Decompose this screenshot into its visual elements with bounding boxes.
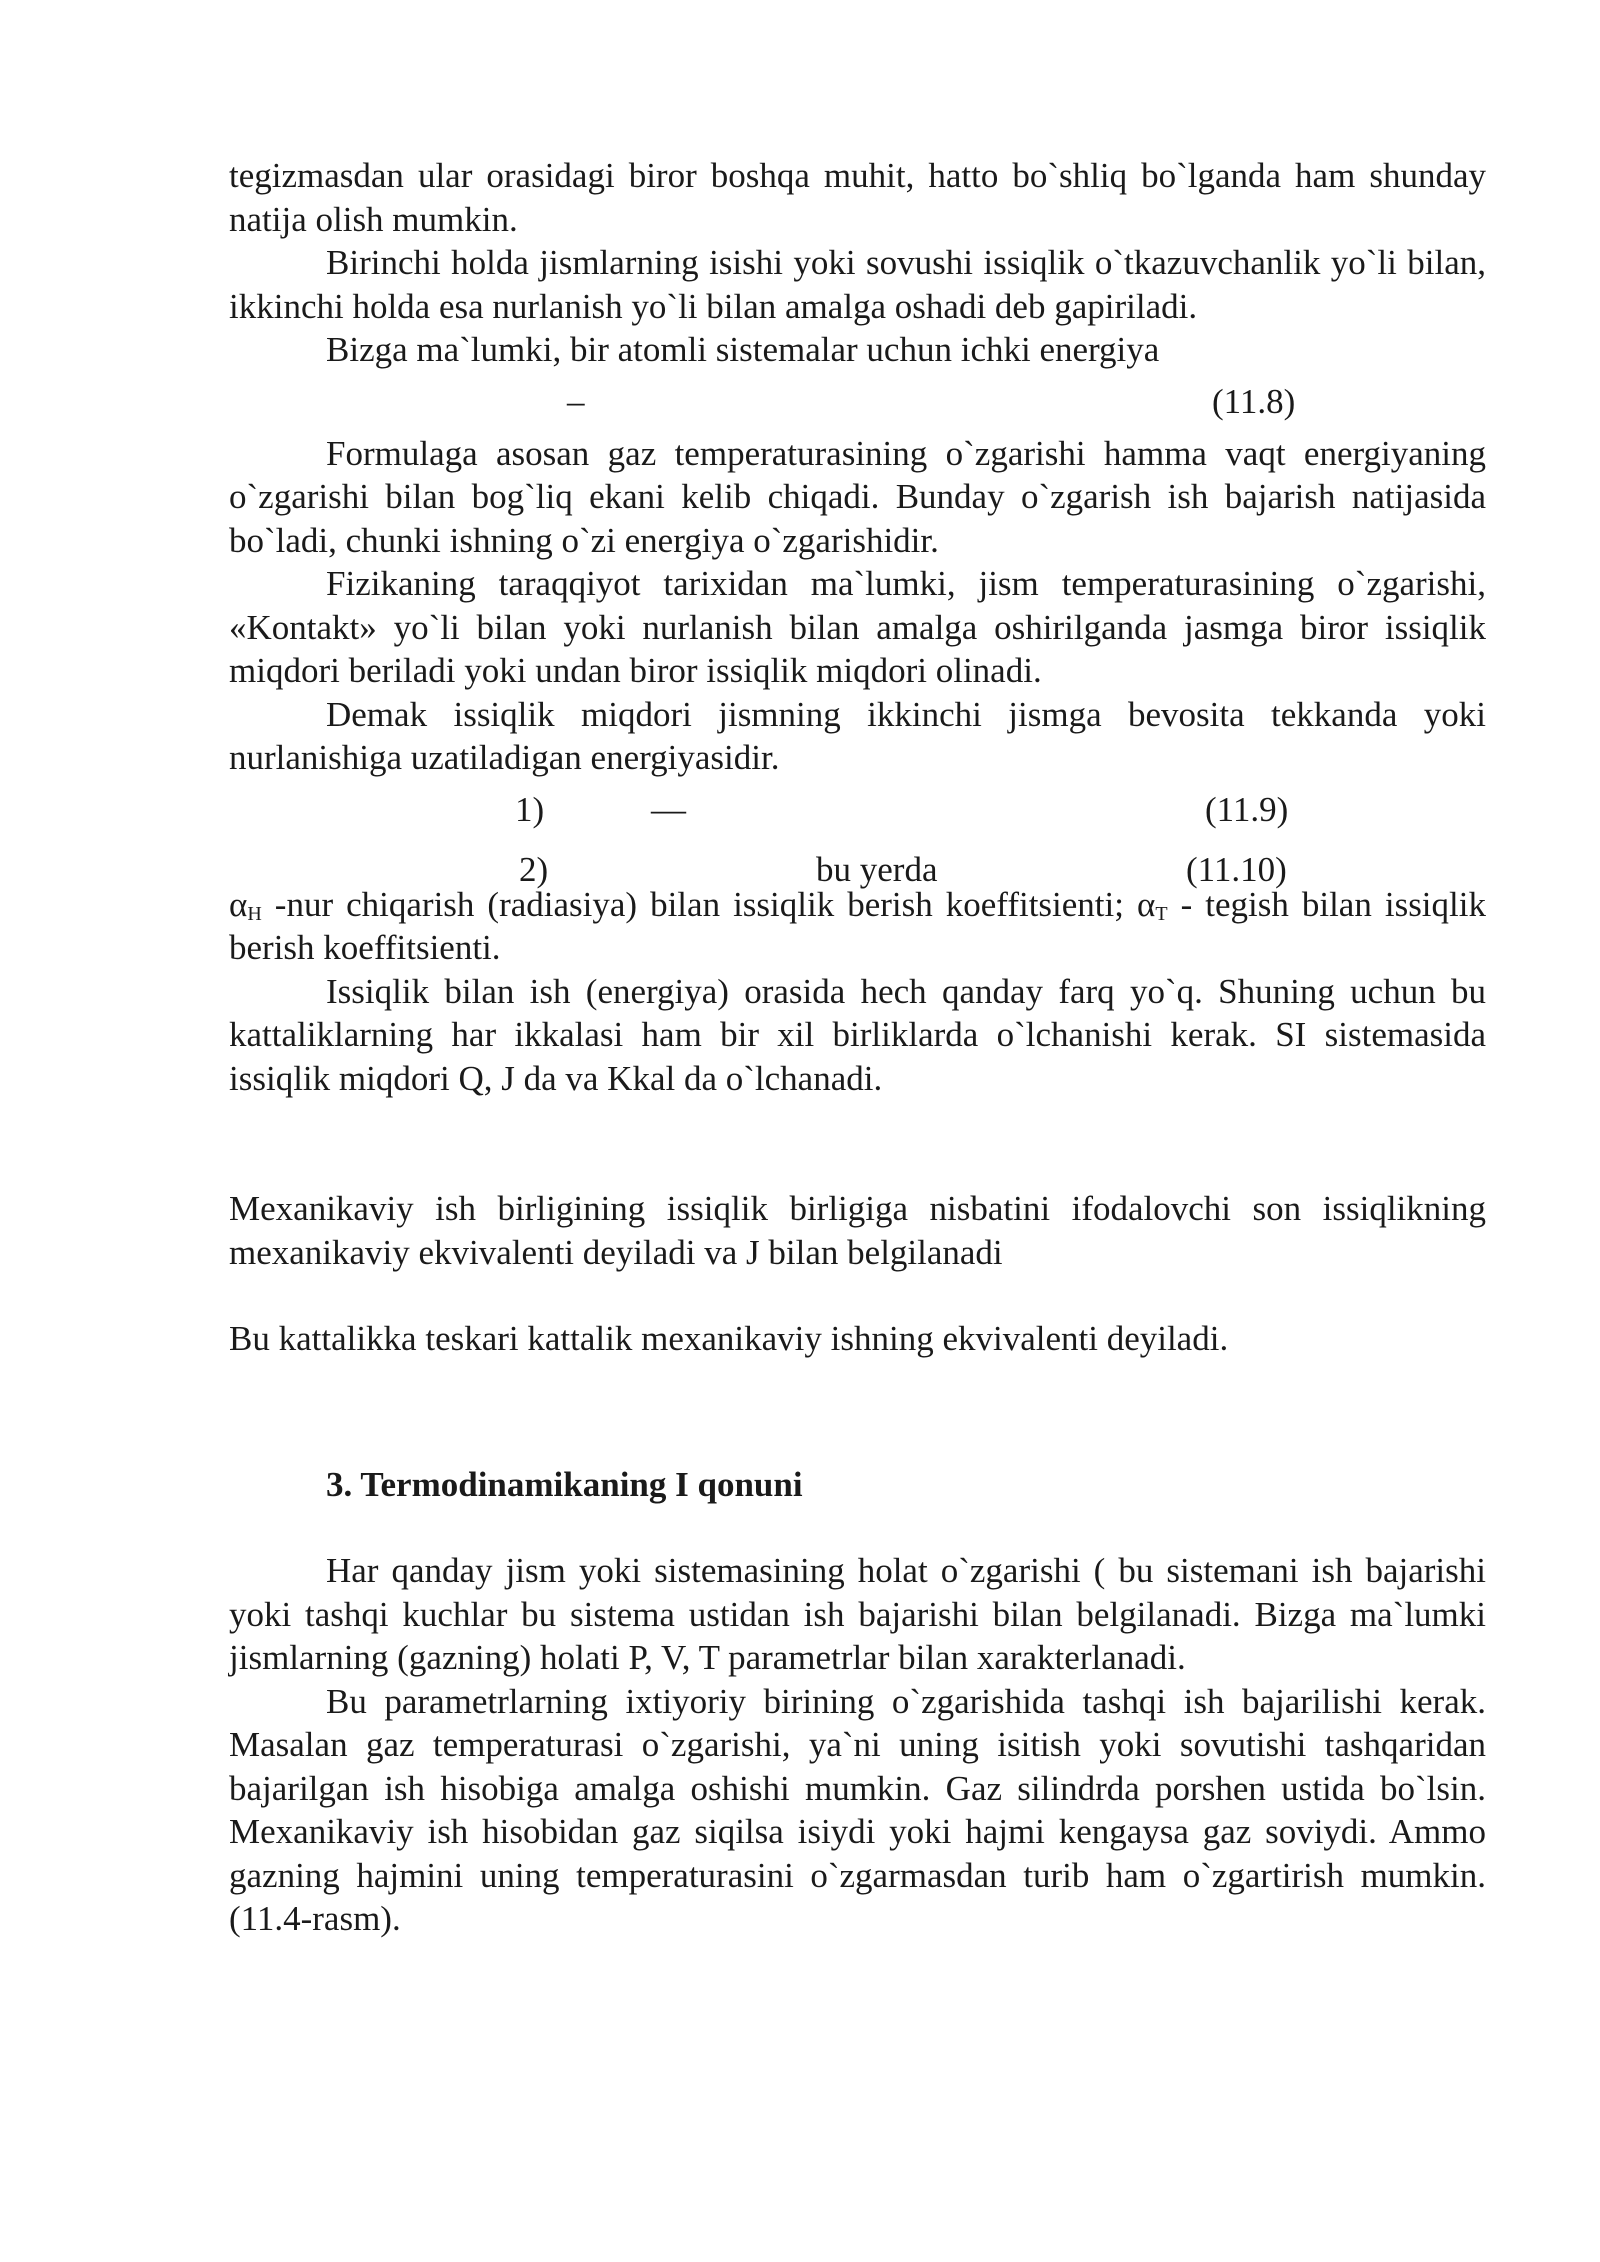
section-heading: 3. Termodinamikaning I qonuni (326, 1464, 803, 1504)
paragraph: Har qanday jism yoki sistemasining holat o`zgarishi ( bu sistemani ish bajarishi yoki tashqi kuchlar bu sistema ustidan ish bajarishi bilan belgilanadi. Bizga ma`lumki jismlarning (gazning) holati P, V, T parametrlar bilan xarakterlanadi. (229, 1551, 1486, 1677)
equation-11-9 (229, 780, 1486, 840)
paragraph: Demak issiqlik miqdori jismning ikkinchi jismga bevosita tekkanda yoki nurlanishiga uzatiladigan energiyasidir. (229, 694, 1486, 777)
alpha-symbol: α (1137, 884, 1156, 924)
paragraph: Bizga ma`lumki, bir atomli sistemalar uchun ichki energiya (326, 330, 1160, 369)
equation-11-8 (229, 372, 1486, 432)
alpha-subscript: Н (247, 902, 262, 925)
paragraph: Formulaga asosan gaz temperaturasining o`zgarishi hamma vaqt energiyaning o`zgarishi bilan bog`liq ekani kelib chiqadi. Bunday o`zgarish ish bajarish natijasida bo`ladi, chunki ishning o`zi energiya o`zgarishidir. (229, 433, 1486, 560)
paragraph-text: - tegish bilan issiqlik berish koeffitsienti. (229, 884, 1486, 967)
page-content (229, 154, 1486, 1941)
alpha-subscript: Т (1155, 902, 1168, 925)
paragraph: Mexanikaviy ish birligining issiqlik birligiga nisbatini ifodalovchi son issiqlikning mexanikaviy ekvivalenti deyiladi va J bilan belgilanadi (229, 1189, 1486, 1272)
equation-number: (11.9) (1205, 789, 1289, 829)
equation-text: bu yerda (816, 849, 938, 889)
paragraph: Birinchi holda jismlarning isishi yoki sovushi issiqlik o`tkazuvchanlik yo`li bilan, ikkinchi holda esa nurlanish yo`li bilan amalga oshadi deb gapiriladi. (229, 243, 1486, 326)
paragraph: Issiqlik bilan ish (energiya) orasida hech qanday farq yo`q. Shuning uchun bu kattaliklarning har ikkalasi ham bir xil birliklarda o`lchanishi kerak. SI sistemasida issiqlik miqdori Q, J da va Kkal da o`lchanadi. (229, 971, 1486, 1098)
paragraph: tegizmasdan ular orasidagi biror boshqa muhit, hatto bo`shliq bo`lganda ham shunday natija olish mumkin. (229, 156, 1486, 239)
equation-number: (11.8) (1212, 381, 1296, 421)
alpha-symbol: α (229, 884, 248, 924)
equation-number: (11.10) (1186, 849, 1287, 889)
equation-label: 2) (519, 849, 549, 889)
equation-label: 1) (515, 789, 545, 829)
paragraph: Bu kattalikka teskari kattalik mexanikaviy ishning ekvivalenti deyiladi. (229, 1319, 1229, 1358)
equation-11-10 (229, 840, 1486, 900)
equation-symbol: – (567, 381, 585, 421)
paragraph: Fizikaning taraqqiyot tarixidan ma`lumki, jism temperaturasining o`zgarishi, «Kontakt» yo`li bilan yoki nurlanish bilan amalga oshirilganda jasmga biror issiqlik miqdori beriladi yoki undan biror issiqlik miqdori olinadi. (229, 564, 1486, 690)
equation-symbol: — (651, 789, 686, 829)
paragraph: Bu parametrlarning ixtiyoriy birining o`zgarishida tashqi ish bajarilishi kerak. Masalan gaz temperaturasi o`zgarishi, ya`ni uning isitish yoki sovutishi tashqaridan bajarilgan ish hisobiga amalga oshishi mumkin. Gaz silindrda porshen ustida bo`lsin. Mexanikaviy ish hisobidan gaz siqilsa isiydi yoki hajmi kengaysa gaz soviydi. Ammo gazning hajmini uning temperaturasini o`zgarmasdan turib ham o`zgartirish mumkin.(11.4-rasm). (229, 1681, 1486, 1938)
paragraph-text: -nur chiqarish (radiasiya) bilan issiqlik berish koeffitsienti; (261, 884, 1137, 924)
